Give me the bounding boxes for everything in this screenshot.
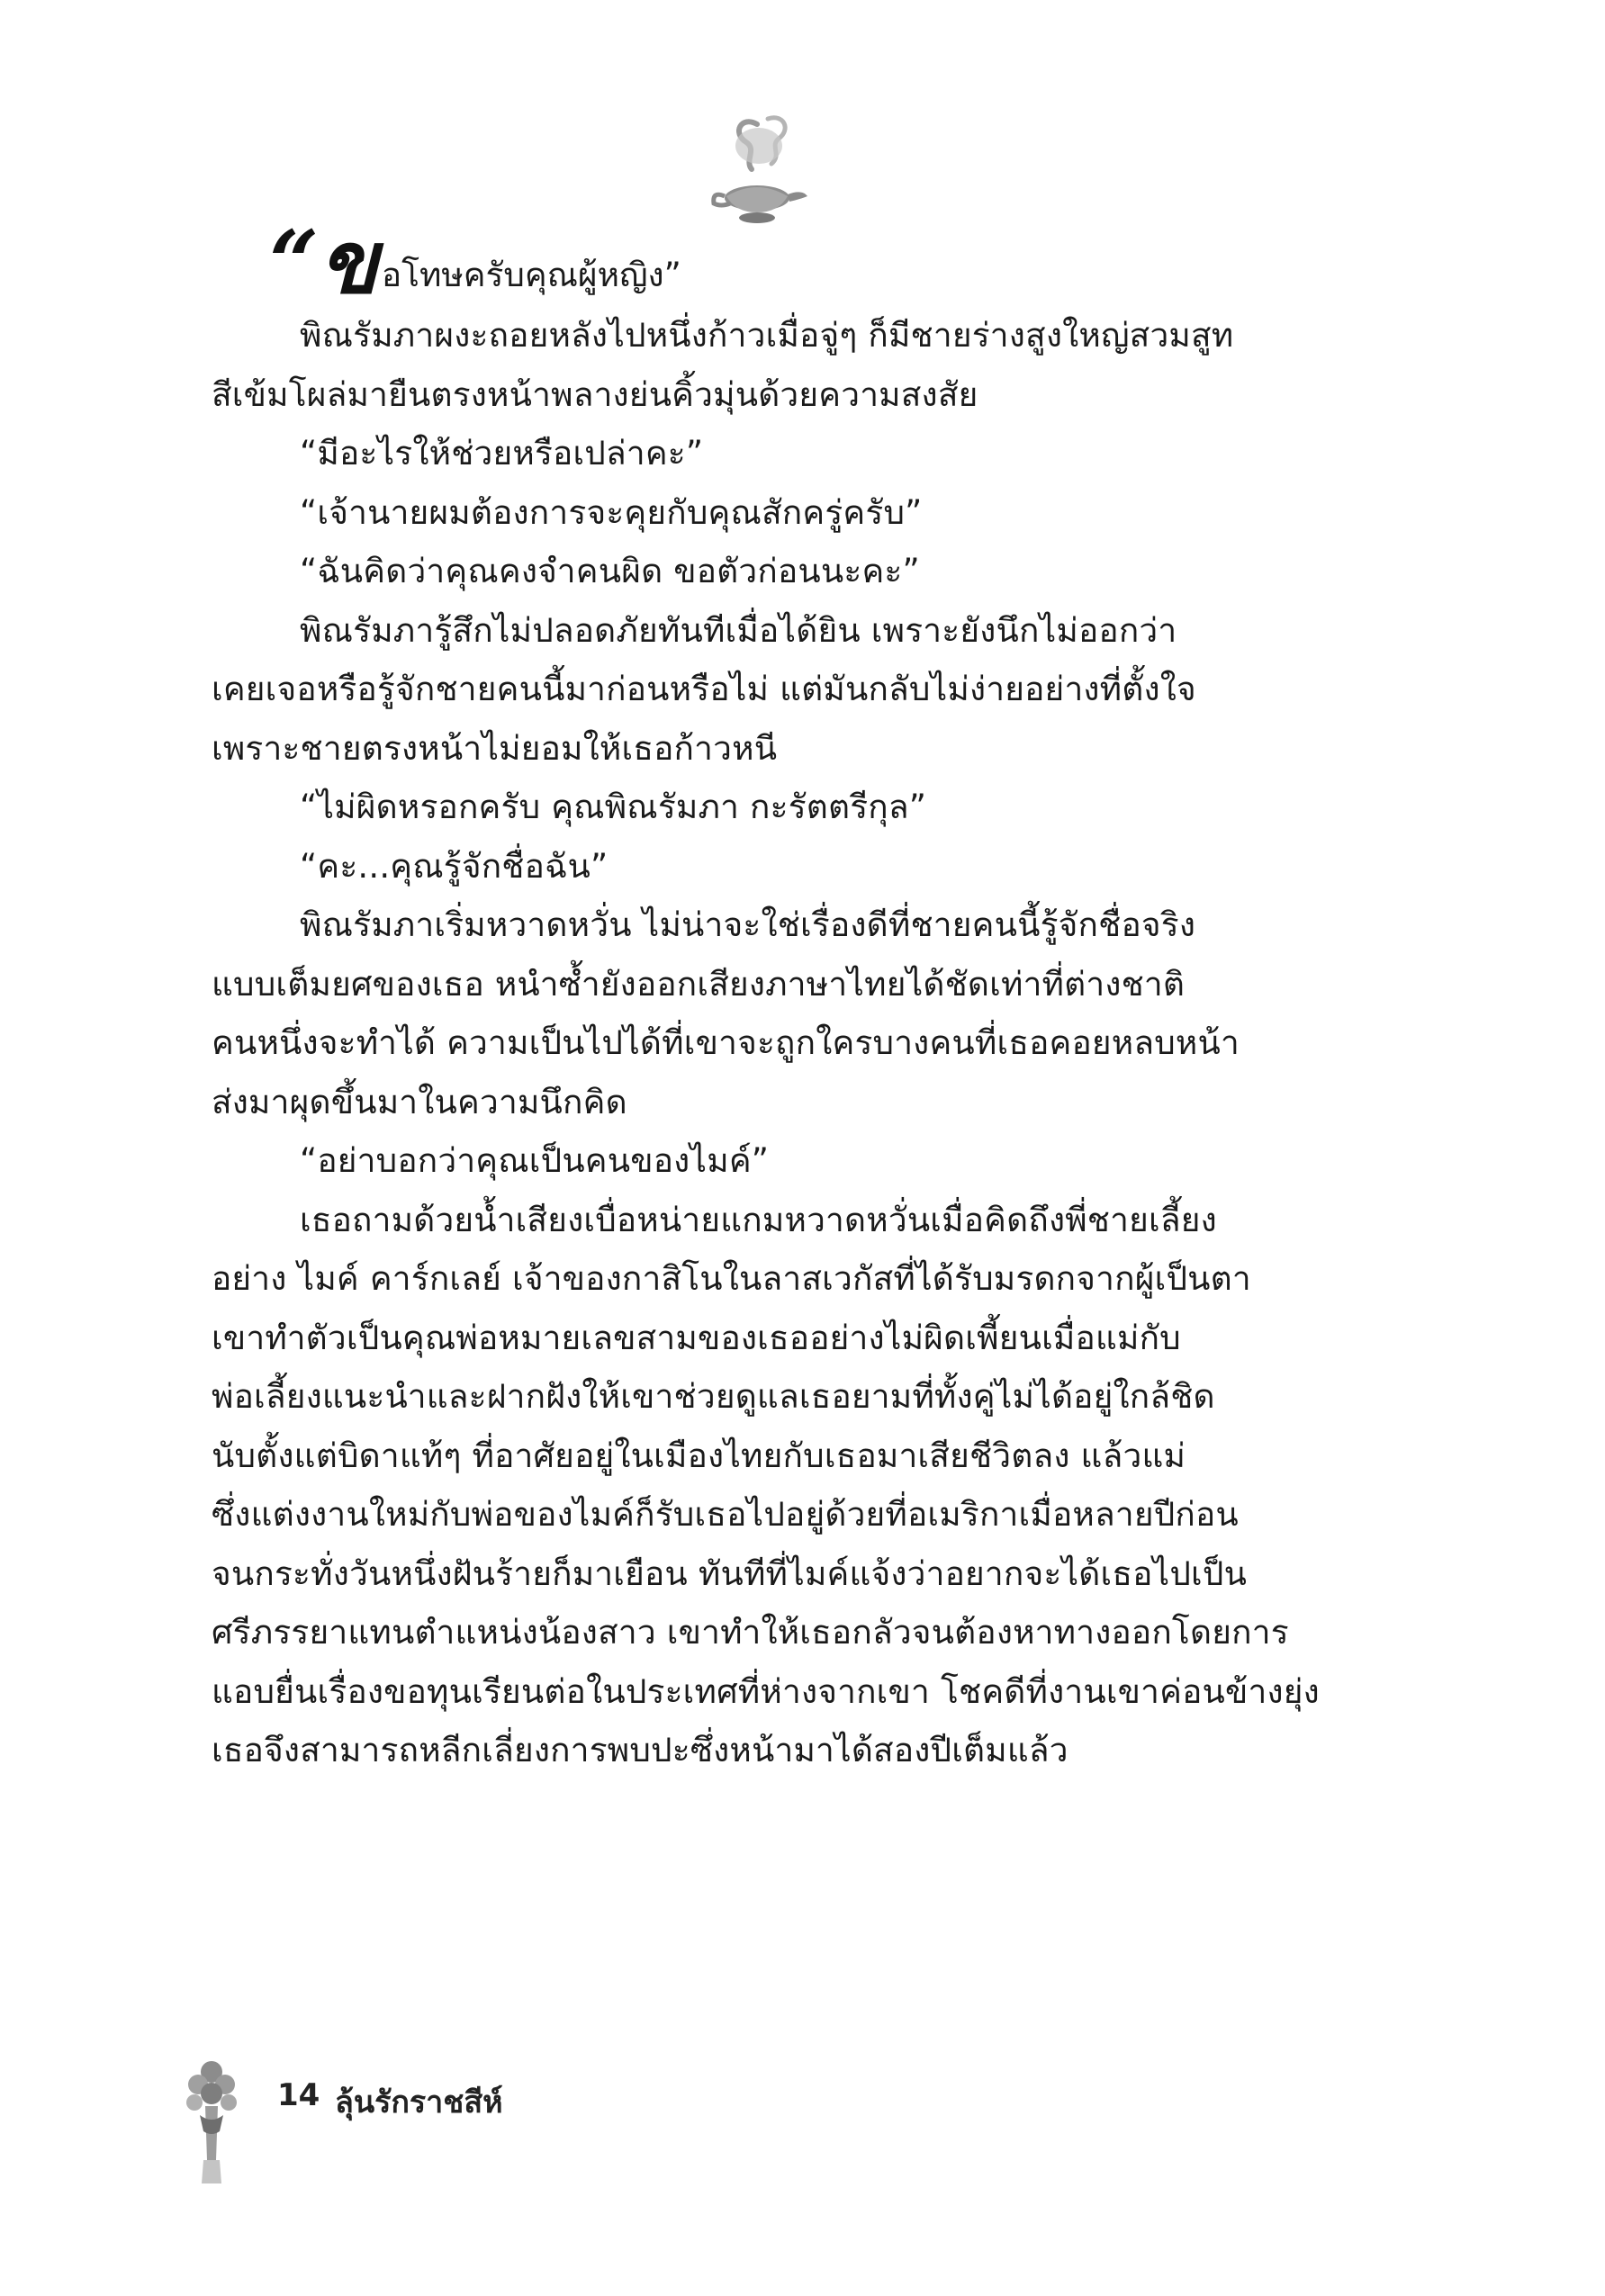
text-line: เพราะชายตรงหน้าไม่ยอมให้เธอก้าวหนี: [212, 728, 778, 768]
text-line: “มีอะไรให้ช่วยหรือเปล่าคะ”: [300, 434, 704, 473]
text-line: “คะ...คุณรู้จักชื่อฉัน”: [300, 846, 609, 886]
opening-line: [212, 212, 1335, 313]
text-line: พิณรัมภารู้สึกไม่ปลอดภัยทันทีเมื่อได้ยิน เพราะยังนึกไม่ออกว่า: [300, 610, 1177, 650]
text-line: นับตั้งแต่บิดาแท้ๆ ที่อาศัยอยู่ในเมืองไทยกับเธอมาเสียชีวิตลง แล้วแม่: [212, 1436, 1186, 1475]
text-line: แอบยื่นเรื่องขอทุนเรียนต่อในประเทศที่ห่างจากเขา โชคดีที่งานเขาค่อนข้างยุ่ง: [212, 1671, 1320, 1711]
text-line: แบบเต็มยศของเธอ หนำซ้ำยังออกเสียงภาษาไทยได้ชัดเท่าที่ต่างชาติ: [212, 964, 1186, 1004]
text-line: พิณรัมภาเริ่มหวาดหวั่น ไม่น่าจะใช่เรื่องดีที่ชายคนนี้รู้จักชื่อจริง: [300, 905, 1196, 944]
text-line: ส่งมาผุดขึ้นมาในความนึกคิด: [212, 1082, 627, 1121]
text-line: เขาทำตัวเป็นคุณพ่อหมายเลขสามของเธออย่างไม่ผิดเพี้ยนเมื่อแม่กับ: [212, 1318, 1181, 1357]
text-line: “ไม่ผิดหรอกครับ คุณพิณรัมภา กะรัตตรีกุล”: [300, 788, 927, 826]
text-line: จนกระทั่งวันหนึ่งฝันร้ายก็มาเยือน ทันทีที่ไมค์แจ้งว่าอยากจะได้เธอไปเป็น: [212, 1553, 1248, 1593]
text-line: เธอถามด้วยน้ำเสียงเบื่อหน่ายแกมหวาดหวั่นเมื่อคิดถึงพี่ชายเลี้ยง: [300, 1200, 1217, 1239]
text-line: เธอจึงสามารถหลีกเลี่ยงการพบปะซึ่งหน้ามาได้สองปีเต็มแล้ว: [212, 1731, 1068, 1769]
flower-bouquet-icon: [180, 2052, 243, 2187]
text-line: “อย่าบอกว่าคุณเป็นคนของไมค์”: [300, 1141, 770, 1180]
text-line: ศรีภรรยาแทนตำแหน่งน้องสาว เขาทำให้เธอกลัวจนต้องหาทางออกโดยการ: [212, 1613, 1289, 1652]
chapter-text: [212, 212, 1335, 1780]
text-line: อย่าง ไมค์ คาร์กเลย์ เจ้าของกาสิโนในลาสเวกัสที่ได้รับมรดกจากผู้เป็นตา: [212, 1259, 1251, 1298]
book-title: ลุ้นรักราชสีห์: [335, 2084, 503, 2120]
drop-cap: “ข: [269, 212, 378, 313]
page-footer: [180, 2052, 720, 2187]
text-line: “ฉันคิดว่าคุณคงจำคนผิด ขอตัวก่อนนะคะ”: [300, 552, 920, 590]
text-line: สีเข้มโผล่มายืนตรงหน้าพลางย่นคิ้วมุ่นด้วยความสงสัย: [212, 374, 978, 414]
text-line: เคยเจอหรือรู้จักชายคนนี้มาก่อนหรือไม่ แต่มันกลับไม่ง่ายอย่างที่ตั้งใจ: [212, 670, 1196, 708]
text-line: “เจ้านายผมต้องการจะคุยกับคุณสักครู่ครับ”: [300, 492, 923, 532]
text-line: พ่อเลี้ยงแนะนำและฝากฝังให้เขาช่วยดูแลเธอยามที่ทั้งคู่ไม่ได้อยู่ใกล้ชิด: [212, 1377, 1215, 1416]
text-line: ซึ่งแต่งงานใหม่กับพ่อของไมค์ก็รับเธอไปอยู่ด้วยที่อเมริกาเมื่อหลายปีก่อน: [212, 1495, 1239, 1534]
page-number: 14: [277, 2077, 320, 2113]
opening-line-text: อโทษครับคุณผู้หญิง”: [381, 256, 681, 294]
paragraph-lines: [212, 306, 1335, 1780]
text-line: พิณรัมภาผงะถอยหลังไปหนึ่งก้าวเมื่อจู่ๆ ก็มีชายร่างสูงใหญ่สวมสูท: [300, 316, 1234, 355]
text-line: คนหนึ่งจะทำได้ ความเป็นไปได้ที่เขาจะถูกใครบางคนที่เธอคอยหลบหน้า: [212, 1023, 1240, 1062]
